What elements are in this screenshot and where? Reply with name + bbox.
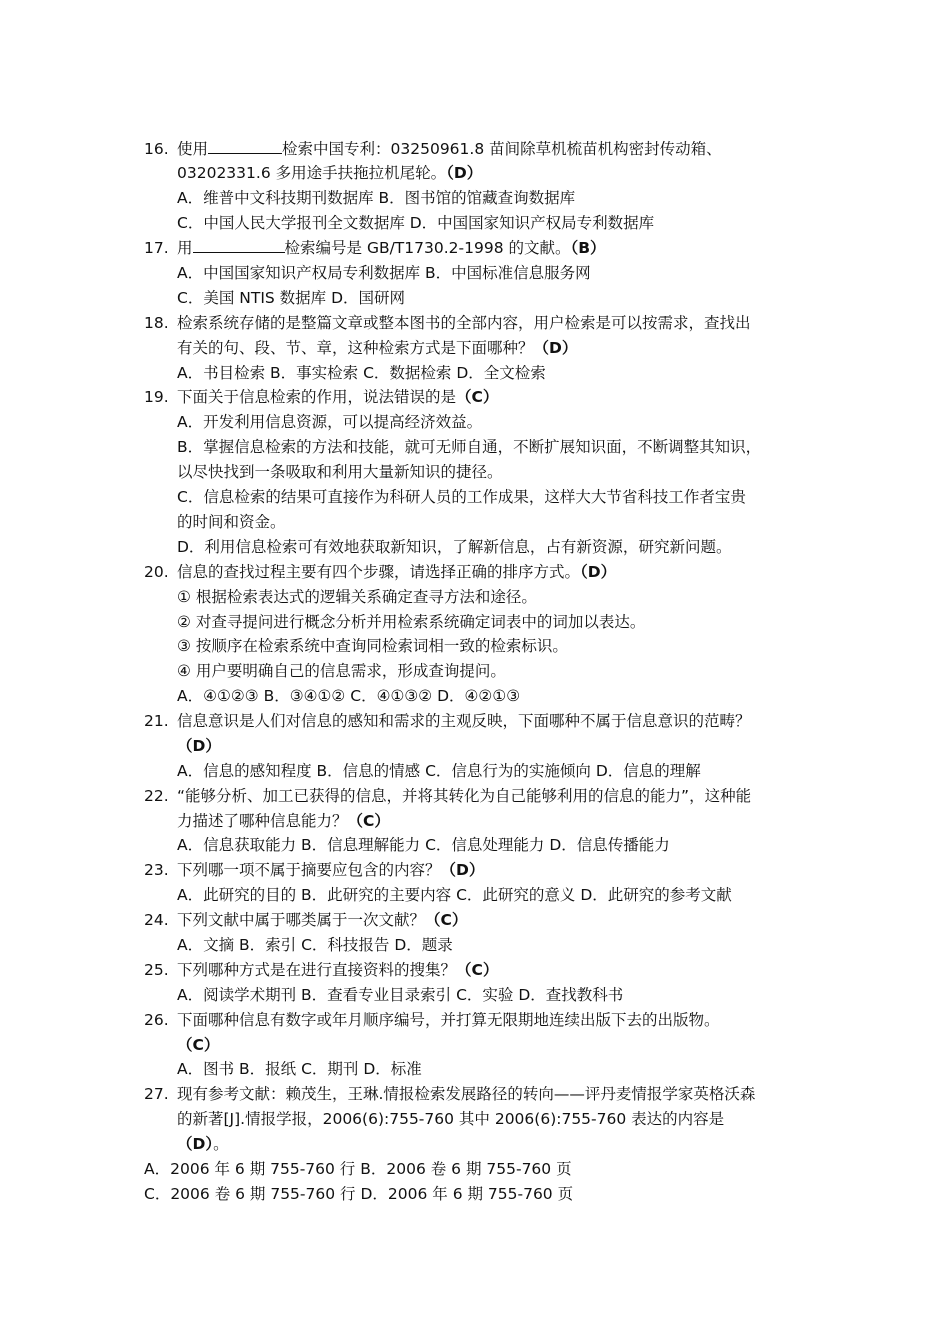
question-text: 有关的句、段、节、章，这种检索方式是下面哪种？（D） — [177, 339, 578, 357]
question-text: “能够分析、加工已获得的信息，并将其转化为自己能够利用的信息的能力”，这种能 — [177, 787, 752, 805]
answer: （D） — [440, 861, 485, 879]
question-number: 24. — [144, 911, 169, 929]
option-line: A．文摘 B．索引 C．科技报告 D．题录 — [177, 936, 453, 954]
answer: （D） — [533, 339, 578, 357]
option-line: ③ 按顺序在检索系统中查询同检索词相一致的检索标识。 — [177, 637, 568, 655]
answer: （D） — [446, 164, 483, 182]
question-text: 检索系统存储的是整篇文章或整本图书的全部内容，用户检索是可以按需求，查找出 — [177, 314, 751, 332]
question-text: 03202331.6 多用途手扶拖拉机尾轮。（D） — [177, 164, 483, 182]
option-line: C．信息检索的结果可直接作为科研人员的工作成果，这样大大节省科技工作者宝贵 — [177, 488, 746, 506]
question-text: 信息意识是人们对信息的感知和需求的主观反映，下面哪种不属于信息意识的范畴？ — [177, 712, 751, 730]
option-line: ① 根据检索表达式的逻辑关系确定查寻方法和途径。 — [177, 588, 537, 606]
question-number: 26. — [144, 1011, 169, 1029]
question-text: 下列哪一项不属于摘要应包含的内容？（D） — [177, 861, 485, 879]
question-text: 使用 检索中国专利：03250961.8 苗间除草机梳苗机构密封传动箱、 — [177, 140, 722, 158]
answer: （C） — [456, 388, 499, 406]
answer: （C） — [425, 911, 468, 929]
question-text: 的新著[J].情报学报，2006(6):755-760 其中 2006(6):755-760 表达的内容是 — [177, 1110, 725, 1128]
fill-blank — [193, 237, 285, 253]
answer: （D） — [177, 737, 221, 755]
option-line: A．阅读学术期刊 B．查看专业目录索引 C．实验 D．查找教科书 — [177, 986, 624, 1004]
question-text: （D）。 — [177, 1135, 229, 1153]
option-line: 以尽快找到一条吸取和利用大量新知识的捷径。 — [177, 463, 503, 481]
question-text: 力描述了哪种信息能力？（C） — [177, 812, 390, 830]
question-text: 下面关于信息检索的作用，说法错误的是（C） — [177, 388, 499, 406]
question-text: 下列文献中属于哪类属于一次文献？（C） — [177, 911, 468, 929]
question-number: 22. — [144, 787, 169, 805]
fill-blank — [208, 138, 282, 154]
option-line: ② 对查寻提问进行概念分析并用检索系统确定词表中的词加以表达。 — [177, 613, 646, 631]
option-line: A．图书 B．报纸 C．期刊 D．标准 — [177, 1060, 422, 1078]
option-line: A．开发利用信息资源，可以提高经济效益。 — [177, 413, 483, 431]
question-text: 下面哪种信息有数字或年月顺序编号，并打算无限期地连续出版下去的出版物。 — [177, 1011, 720, 1029]
question-number: 16. — [144, 140, 169, 158]
question-number: 18. — [144, 314, 169, 332]
option-line: C．2006 卷 6 期 755-760 行 D．2006 年 6 期 755-760 页 — [144, 1185, 574, 1203]
option-line: A．书目检索 B．事实检索 C．数据检索 D．全文检索 — [177, 364, 546, 382]
question-number: 19. — [144, 388, 169, 406]
option-line: A．此研究的目的 B．此研究的主要内容 C．此研究的意义 D．此研究的参考文献 — [177, 886, 732, 904]
option-line: C．中国人民大学报刊全文数据库 D．中国国家知识产权局专利数据库 — [177, 214, 655, 232]
option-line: ④ 用户要明确自己的信息需求，形成查询提问。 — [177, 662, 506, 680]
question-number: 23. — [144, 861, 169, 879]
option-line: 的时间和资金。 — [177, 513, 286, 531]
answer: （D） — [580, 563, 617, 581]
option-line: A．2006 年 6 期 755-760 行 B．2006 卷 6 期 755-760 页 — [144, 1160, 572, 1178]
option-line: A．信息获取能力 B．信息理解能力 C．信息处理能力 D．信息传播能力 — [177, 836, 670, 854]
question-number: 27. — [144, 1085, 169, 1103]
option-line: A．中国国家知识产权局专利数据库 B．中国标准信息服务网 — [177, 264, 591, 282]
answer: （B） — [570, 239, 606, 257]
question-text: 下列哪种方式是在进行直接资料的搜集？（C） — [177, 961, 499, 979]
option-line: A．维普中文科技期刊数据库 B．图书馆的馆藏查询数据库 — [177, 189, 576, 207]
question-text — [177, 735, 221, 757]
answer: （D） — [177, 1135, 214, 1153]
option-line: A．信息的感知程度 B．信息的情感 C．信息行为的实施倾向 D．信息的理解 — [177, 762, 701, 780]
question-number: 20. — [144, 563, 169, 581]
question-number: 21. — [144, 712, 169, 730]
option-line: B．掌握信息检索的方法和技能，就可无师自通，不断扩展知识面，不断调整其知识， — [177, 438, 762, 456]
option-line: A．④①②③ B．③④①② C．④①③② D．④②①③ — [177, 687, 521, 705]
option-line: C．美国 NTIS 数据库 D．国研网 — [177, 289, 406, 307]
question-text: 现有参考文献：赖茂生，王琳.情报检索发展路径的转向——评丹麦情报学家英格沃森 — [177, 1085, 756, 1103]
question-number: 25. — [144, 961, 169, 979]
answer: （C） — [347, 812, 390, 830]
answer: （C） — [456, 961, 499, 979]
option-line: D．利用信息检索可有效地获取新知识，了解新信息，占有新资源，研究新问题。 — [177, 538, 732, 556]
question-text — [177, 1034, 219, 1056]
question-number: 17. — [144, 239, 169, 257]
answer: （C） — [177, 1036, 220, 1054]
question-text: 用 检索编号是 GB/T1730.2-1998 的文献。（B） — [177, 239, 606, 257]
question-text: 信息的查找过程主要有四个步骤，请选择正确的排序方式。（D） — [177, 563, 617, 581]
